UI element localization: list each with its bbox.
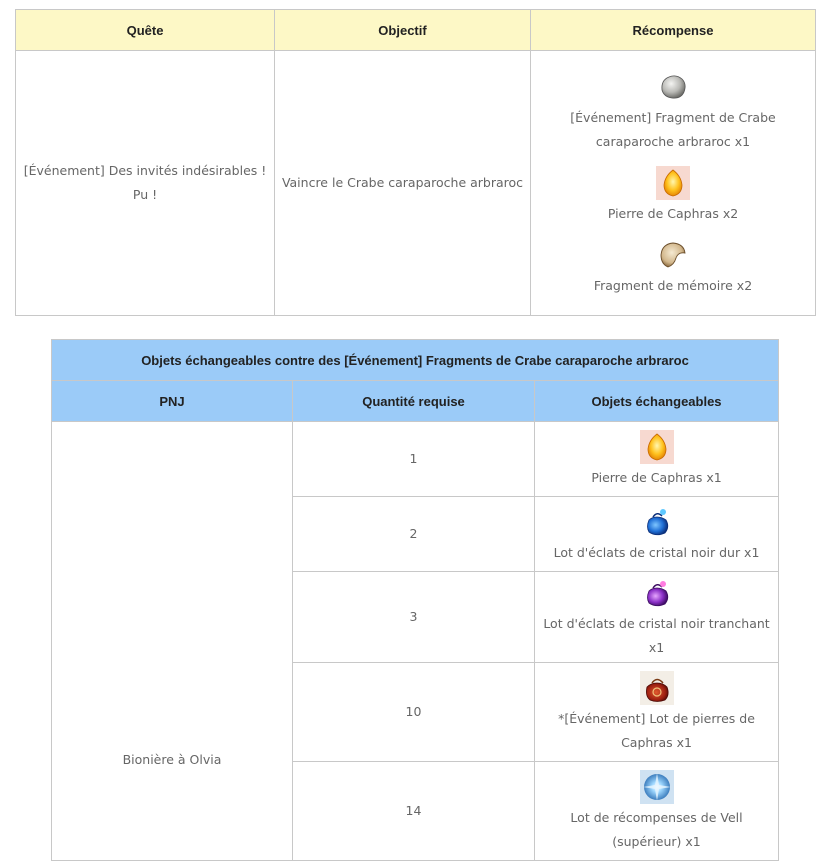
reward-item	[537, 166, 809, 226]
exchange-item-cell	[535, 663, 779, 762]
header-quest: Quête	[16, 10, 275, 51]
exchange-item-cell	[535, 762, 779, 861]
reward-item	[537, 238, 809, 298]
table-row	[52, 422, 779, 497]
header-objective: Objectif	[275, 10, 531, 51]
caphras-stone-icon	[640, 430, 674, 464]
required-quantity: 14	[293, 762, 535, 861]
quest-table	[15, 9, 816, 316]
required-quantity: 2	[293, 497, 535, 572]
exchange-title-row	[52, 340, 779, 381]
exchange-item-label: *[Événement] Lot de pierres de Caphras x1	[558, 711, 755, 750]
caphras-stone-icon	[656, 166, 690, 200]
exchange-table	[51, 339, 779, 861]
reward-label: Pierre de Caphras x2	[607, 206, 739, 221]
reward-item	[537, 70, 809, 154]
quest-objective: Vaincre le Crabe caraparoche arbraroc	[275, 51, 531, 316]
quest-rewards	[531, 51, 816, 316]
caphras-bag-icon	[640, 671, 674, 705]
exchange-item-cell	[535, 497, 779, 572]
required-quantity: 3	[293, 572, 535, 663]
memory-fragment-icon	[656, 238, 690, 272]
quest-table-header	[16, 10, 816, 51]
rock-crab-fragment-icon	[656, 70, 690, 104]
header-reward: Récompense	[531, 10, 816, 51]
required-quantity: 10	[293, 663, 535, 762]
npc-name: Bionière à Olvia	[52, 422, 293, 861]
required-quantity: 1	[293, 422, 535, 497]
exchange-item-cell	[535, 422, 779, 497]
quest-row	[16, 51, 816, 316]
header-npc: PNJ	[52, 381, 293, 422]
exchange-item-label: Lot de récompenses de Vell (supérieur) x1	[570, 810, 743, 849]
reward-label: Fragment de mémoire x2	[593, 278, 753, 293]
exchange-title: Objets échangeables contre des [Événement] Fragments de Crabe caraparoche arbraroc	[52, 340, 779, 381]
header-quantity: Quantité requise	[293, 381, 535, 422]
exchange-item-cell	[535, 572, 779, 663]
exchange-header	[52, 381, 779, 422]
vell-reward-icon	[640, 770, 674, 804]
exchange-item-label: Lot d'éclats de cristal noir dur x1	[553, 545, 760, 560]
exchange-item-label: Pierre de Caphras x1	[591, 470, 722, 485]
purple-pouch-icon	[640, 576, 674, 610]
header-items: Objets échangeables	[535, 381, 779, 422]
reward-label: [Événement] Fragment de Crabe caraparoche arbraroc x1	[570, 110, 776, 149]
blue-pouch-icon	[640, 505, 674, 539]
exchange-item-label: Lot d'éclats de cristal noir tranchant x1	[543, 616, 770, 655]
quest-name: [Événement] Des invités indésirables ! Pu !	[16, 51, 275, 316]
